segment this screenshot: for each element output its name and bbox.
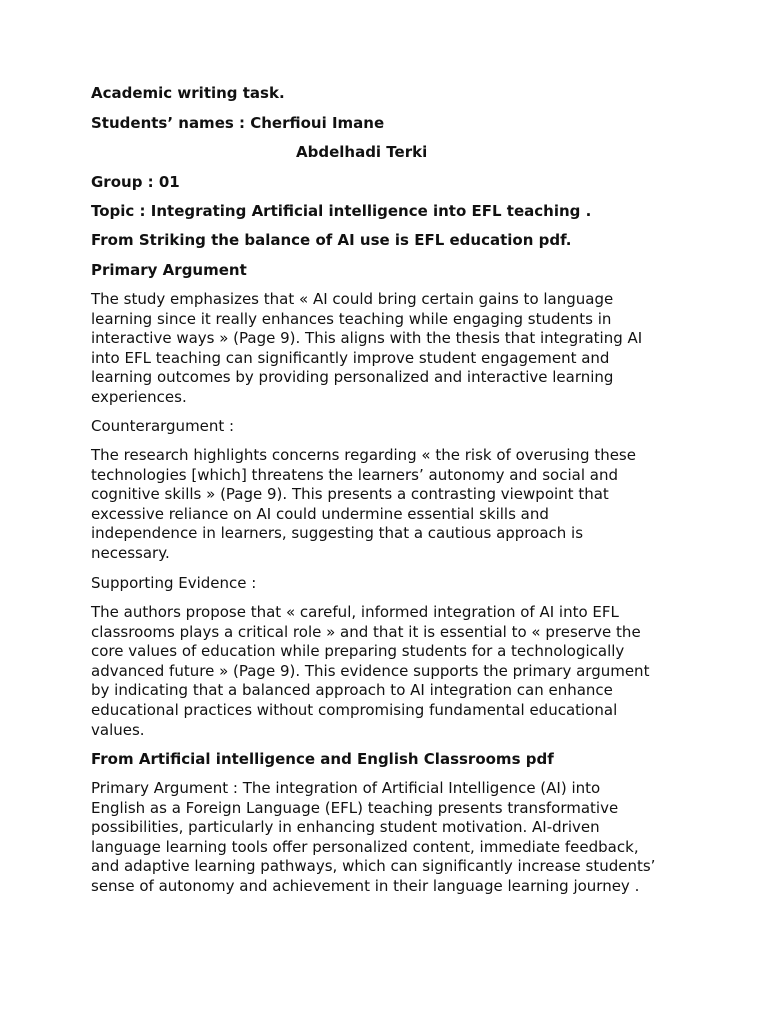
counterargument-heading: Counterargument : [91,417,235,435]
paragraph-line: advanced future » (Page 9). This evidence supports the primary argument [91,661,650,680]
primary-argument-paragraph [91,290,681,408]
paragraph-line: independence in learners, suggesting that a cautious approach is [91,524,584,543]
paragraph-line: necessary. [91,543,170,562]
counterargument-paragraph [91,446,681,564]
paragraph-line: interactive ways » (Page 9). This aligns with the thesis that integrating AI [91,329,643,348]
paragraph-line: by indicating that a balanced approach to AI integration can enhance [91,681,613,700]
topic-line: Topic : Integrating Artificial intelligence into EFL teaching . [91,202,592,220]
paragraph-line: classrooms plays a critical role » and that it is essential to « preserve the [91,622,641,641]
group-line: Group : 01 [91,173,180,191]
paragraph-line: educational practices without compromising fundamental educational [91,700,618,719]
source-two-heading: From Artificial intelligence and English Classrooms pdf [91,750,554,768]
paragraph-line: The study emphasizes that « AI could bring certain gains to language [91,290,614,308]
paragraph-line: excessive reliance on AI could undermine essential skills and [91,504,549,523]
primary-argument-heading: Primary Argument [91,261,247,279]
paragraph-line: learning outcomes by providing personalized and interactive learning [91,368,614,387]
paragraph-line: possibilities, particularly in enhancing student motivation. AI-driven [91,818,600,837]
task-title: Academic writing task. [91,84,285,102]
paragraph-line: language learning tools offer personalized content, immediate feedback, [91,837,639,856]
paragraph-line: into EFL teaching can significantly improve student engagement and [91,348,610,367]
paragraph-line: cognitive skills » (Page 9). This presents a contrasting viewpoint that [91,485,609,504]
paragraph-line: English as a Foreign Language (EFL) teaching presents transformative [91,798,619,817]
paragraph-line: The authors propose that « careful, informed integration of AI into EFL [91,603,619,621]
paragraph-line: learning since it really enhances teaching while engaging students in [91,309,612,328]
paragraph-line: experiences. [91,387,187,406]
source-two-paragraph [91,779,681,897]
paragraph-line: technologies [which] threatens the learners’ autonomy and social and [91,465,618,484]
paragraph-line: and adaptive learning pathways, which can significantly increase students’ [91,857,656,876]
paragraph-line: values. [91,720,145,739]
supporting-evidence-paragraph [91,603,681,740]
paragraph-line: The research highlights concerns regarding « the risk of overusing these [91,446,636,464]
second-student-name: Abdelhadi Terki [296,143,428,161]
paragraph-line: Primary Argument : The integration of Artificial Intelligence (AI) into [91,779,601,797]
source-one-heading: From Striking the balance of AI use is EFL education pdf. [91,231,572,249]
students-names: Students’ names : Cherfioui Imane [91,114,385,132]
paragraph-line: core values of education while preparing students for a technologically [91,642,625,661]
supporting-evidence-heading: Supporting Evidence : [91,574,257,592]
paragraph-line: sense of autonomy and achievement in their language learning journey . [91,876,640,895]
